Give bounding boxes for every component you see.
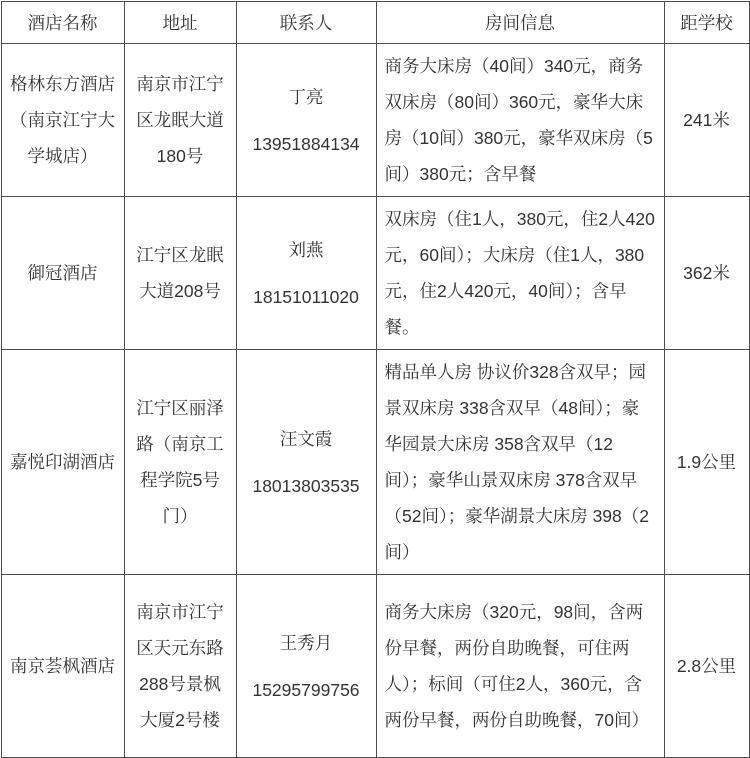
contact-cell [236,197,376,350]
distance-cell: 241米 [664,44,749,197]
table-row [1,197,749,350]
hotel-table [1,1,750,758]
distance-cell: 2.8公里 [664,575,749,758]
address-cell: 江宁区丽泽路（南京工程学院5号门） [124,350,236,575]
room-info-cell: 商务大床房（40间）340元，商务双床房（80间）360元，豪华大床房（10间）380元，豪华双床房（5间）380元；含早餐 [376,44,664,197]
address-cell: 南京市江宁区龙眠大道180号 [124,44,236,197]
address-cell: 江宁区龙眠大道208号 [124,197,236,350]
header-hotel-name: 酒店名称 [1,2,124,44]
hotel-name-cell: 嘉悦印湖酒店 [1,350,124,575]
address-cell: 南京市江宁区天元东路288号景枫大厦2号楼 [124,575,236,758]
distance-cell: 1.9公里 [664,350,749,575]
room-info-cell: 商务大床房（320元，98间，含两份早餐，两份自助晚餐，可住两人）；标间（可住2人，360元，含两份早餐，两份自助晚餐，70间） [376,575,664,758]
contact-name: 王秀月 [279,632,333,653]
contact-phone: 15295799756 [252,679,360,700]
table-row [1,44,749,197]
table-row [1,575,749,758]
contact-name: 丁亮 [288,86,324,107]
contact-name: 汪文霞 [279,428,333,449]
room-info-cell: 精品单人房 协议价328含双早；园景双床房 338含双早（48间）；豪华园景大床房 358含双早（12间）；豪华山景双床房 378含双早（52间）；豪华湖景大床房 398（2间） [376,350,664,575]
contact-phone: 13951884134 [252,133,360,154]
hotel-name-cell: 格林东方酒店（南京江宁大学城店） [1,44,124,197]
table-header-row [1,2,749,44]
contact-name: 刘燕 [288,239,324,260]
contact-cell [236,350,376,575]
contact-cell [236,44,376,197]
header-address: 地址 [124,2,236,44]
header-distance: 距学校 [664,2,749,44]
table-row [1,350,749,575]
contact-cell [236,575,376,758]
hotel-name-cell: 御冠酒店 [1,197,124,350]
header-contact: 联系人 [236,2,376,44]
room-info-cell: 双床房（住1人，380元，住2人420元，60间）；大床房（住1人，380元，住2人420元，40间）；含早餐。 [376,197,664,350]
hotel-name-cell: 南京荟枫酒店 [1,575,124,758]
contact-phone: 18013803535 [252,475,360,496]
header-room-info: 房间信息 [376,2,664,44]
distance-cell: 362米 [664,197,749,350]
contact-phone: 18151011020 [253,286,359,307]
